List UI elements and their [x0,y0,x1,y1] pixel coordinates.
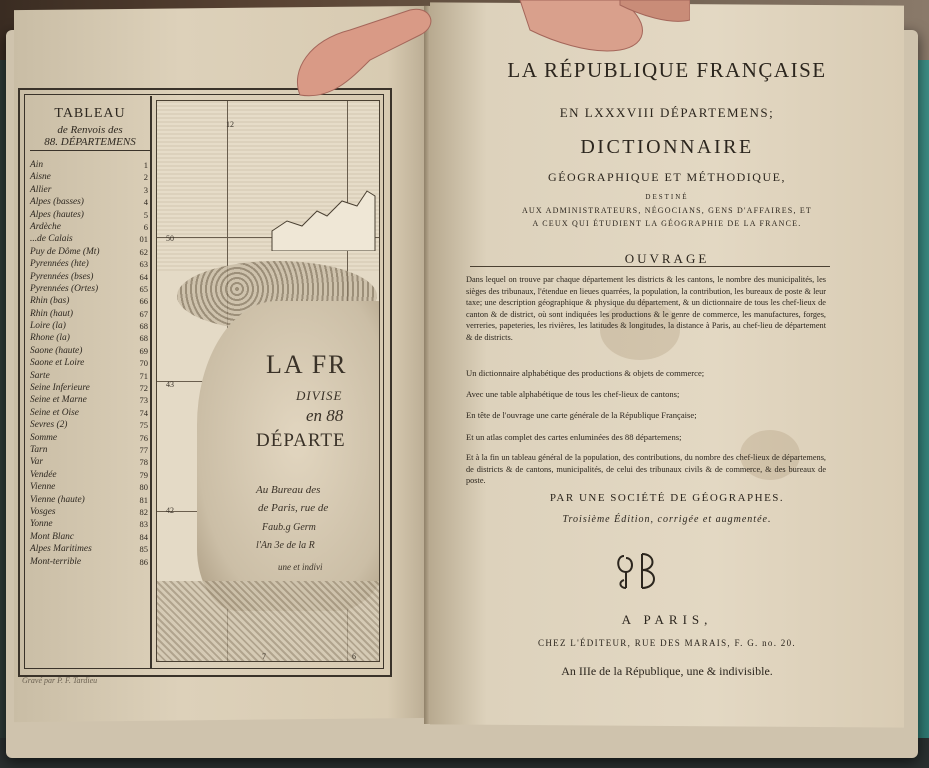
hand [290,0,690,110]
tableau-subtitle-2: 88. DÉPARTEMENS [30,136,150,151]
degree-mark: 43 [166,380,174,389]
tableau-subtitle: de Renvois des [57,124,123,136]
department-row [30,171,150,183]
cartouche-line-6: de Paris, rue de [258,502,329,514]
department-name: Yonne [30,519,53,530]
department-name: Pyrennées (bses) [30,271,94,282]
department-name: Alpes Maritimes [30,544,92,555]
department-number: 81 [139,494,148,505]
department-row [30,332,150,344]
department-name: Vendée [30,469,57,480]
department-row [30,258,150,270]
department-row [30,407,150,419]
department-row [30,469,150,481]
dictionary-heading: DICTIONNAIRE [580,136,754,158]
department-name: Saone et Loire [30,358,85,369]
department-name: Pyrennées (Ortes) [30,283,99,294]
final-paragraph: Et à la fin un tableau général de la population, des contributions, du nombre des chef-lieux de départemens, de districts & de cantons, municipalités, de celui des tribunaux civils & de commerce, & des bureaux de poste. [466,453,826,485]
department-name: Vienne [30,482,56,493]
department-number: 79 [139,469,148,480]
department-row [30,419,150,431]
department-row [30,543,150,555]
department-row [30,308,150,320]
department-name: Rhone (la) [30,333,70,344]
coastline-brittany [267,181,377,251]
department-name: Aisne [30,172,51,183]
geographic-heading: GÉOGRAPHIQUE ET MÉTHODIQUE, [548,170,786,184]
department-number: 67 [139,308,148,319]
department-number: 65 [139,283,148,294]
department-number: 01 [139,234,148,245]
department-row [30,556,150,568]
department-row [30,456,150,468]
department-number: 63 [139,259,148,270]
department-row [30,209,150,221]
department-name: Seine et Marne [30,395,87,406]
department-row [30,481,150,493]
cartouche-line-3: en 88 [306,406,344,425]
department-row [30,246,150,258]
department-number: 4 [143,197,148,208]
department-row [30,432,150,444]
department-number: 82 [139,506,148,517]
department-row [30,357,150,369]
title: LA RÉPUBLIQUE FRANÇAISE [507,58,827,82]
department-number: 5 [143,209,148,220]
cartouche-line-2: DIVISE [296,388,343,403]
description-paragraph: Dans lequel on trouve par chaque département les districts & les cantons, le nombre des municipalités, les sièges des tribunaux, l'étendue en lieues quarrées, la population, la contribution, les bureaux de poste & leur taxe; une description géographique & physique du département, & un dictionnaire de tous les chef-lieux de canton & de district, où sont indiquées les productions & le genre de commerce, les manufactures, forges, verreries, papeteries, les rivières, les latitudes & longitudes, la distance à Paris, au chef-lieu de département & de districts. [466,275,826,342]
department-number: 85 [139,544,148,555]
department-name: Rhin (haut) [30,308,73,319]
department-number: 68 [139,333,148,344]
degree-mark: 6 [352,652,356,661]
cartouche-line-8: l'An 3e de la R [256,540,315,551]
department-row [30,444,150,456]
publisher-line: CHEZ L'ÉDITEUR, RUE DES MARAIS, F. G. no. 20. [538,638,796,648]
department-number: 3 [143,184,148,195]
department-name: Loire (la) [30,321,66,332]
content-item: Et un atlas complet des cartes enluminées des 88 départemens; [466,432,682,442]
department-row [30,159,150,171]
department-number: 6 [143,221,148,232]
department-number: 84 [139,531,148,542]
department-name: Vienne (haute) [30,494,85,505]
department-row [30,184,150,196]
department-row [30,196,150,208]
department-number: 86 [139,556,148,567]
department-number: 75 [139,420,148,431]
content-item: En tête de l'ouvrage une carte générale de la République Française; [466,410,697,420]
department-row [30,221,150,233]
department-row [30,283,150,295]
department-name: Ardèche [30,221,61,232]
department-row [30,295,150,307]
department-name: Mont-terrible [30,556,82,567]
cartouche-line-4: DÉPARTE [256,430,346,451]
department-number: 73 [139,395,148,406]
authors-line: PAR UNE SOCIÉTÉ DE GÉOGRAPHES. [549,492,785,504]
department-name: Seine Inferieure [30,383,90,394]
degree-mark: 42 [166,506,174,515]
department-name: Puy de Dôme (Mt) [30,246,100,257]
audience-line-1: AUX ADMINISTRATEURS, NÉGOCIANS, GENS D'AFFAIRES, ET [521,206,813,215]
destine-label: DESTINÉ [645,193,689,201]
department-name: Saone (haute) [30,345,83,356]
department-row [30,271,150,283]
department-number: 64 [139,271,148,282]
department-number: 69 [139,345,148,356]
tableau-title: TABLEAU [54,106,126,121]
department-row [30,320,150,332]
department-index-table [30,96,150,656]
degree-mark: 12 [226,120,234,129]
department-list [30,159,150,568]
department-row [30,518,150,530]
department-row [30,345,150,357]
cartouche-line-7: Faub.g Germ [262,522,316,533]
department-name: Allier [30,184,52,195]
department-name: Pyrennées (hte) [30,259,89,270]
content-item: Avec une table alphabétique de tous les chef-lieux de cantons; [466,389,680,399]
department-name: Vosges [30,506,56,517]
department-name: Sarte [30,370,50,381]
department-row [30,370,150,382]
department-number: 62 [139,246,148,257]
department-number: 83 [139,519,148,530]
department-number: 71 [139,370,148,381]
cartouche-line-1: LA FR [266,350,348,379]
cartouche-line-5: Au Bureau des [256,484,321,496]
department-number: 1 [143,160,148,170]
content-item: Un dictionnaire alphabétique des productions & objets de commerce; [466,368,705,378]
edition-line: Troisième Édition, corrigée et augmentée. [562,514,772,525]
ouvrage-heading: OUVRAGE [624,251,710,266]
department-name: Ain [30,160,44,170]
department-row [30,506,150,518]
department-row [30,233,150,245]
department-number: 70 [139,358,148,369]
place-line: A PARIS, [621,612,713,627]
cartouche-line-9: une et indivi [278,562,323,572]
department-name: Rhin (bas) [30,296,70,307]
tableau-divider [150,96,152,668]
department-number: 78 [139,457,148,468]
department-number: 68 [139,321,148,332]
department-number: 77 [139,444,148,455]
department-number: 2 [143,172,148,183]
department-row [30,394,150,406]
department-name: Mont Blanc [30,531,75,542]
degree-mark: 50 [166,234,174,243]
date-line: An IIIe de la République, une & indivisible. [561,664,773,678]
degree-mark: 7 [262,652,266,661]
department-number: 72 [139,383,148,394]
department-row [30,382,150,394]
department-row [30,494,150,506]
department-name: Tarn [30,444,48,455]
department-name: Sevres (2) [30,420,68,431]
audience-line-2: A CEUX QUI ÉTUDIENT LA GÉOGRAPHIE DE LA FRANCE. [532,219,802,228]
map-landscape-art [157,581,379,661]
department-name: Seine et Oise [30,407,79,418]
department-number: 66 [139,296,148,307]
department-name: ...de Calais [30,234,73,245]
subtitle: EN LXXXVIII DÉPARTEMENS; [559,105,775,120]
department-row [30,531,150,543]
engraved-map [156,100,380,662]
department-number: 74 [139,407,148,418]
department-name: Var [30,457,44,468]
divider-rule [470,266,830,267]
publisher-monogram [612,548,662,594]
department-number: 76 [139,432,148,443]
department-name: Somme [30,432,58,443]
engraver-credit: Gravé par P. F. Tardieu [22,676,98,685]
department-name: Alpes (hautes) [30,209,84,220]
department-number: 80 [139,482,148,493]
department-name: Alpes (basses) [30,197,84,208]
